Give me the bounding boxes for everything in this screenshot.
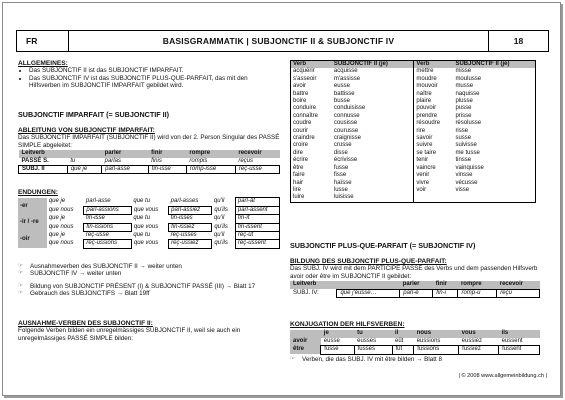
verb-row [291, 91, 536, 98]
table-header: finir [151, 150, 163, 157]
ending-label: -ir / -re [18, 215, 47, 232]
verb-subjonctif: m'assisse [332, 76, 414, 83]
table-cell: que je [67, 166, 101, 174]
verb-infinitive: se taire [416, 149, 437, 156]
ending-cell: reç-usse [85, 232, 109, 239]
ending-cell: que tu [133, 232, 151, 239]
table-header: tu [354, 330, 392, 337]
verb-infinitive: avoir [293, 83, 307, 90]
ending-cell: que je [48, 198, 66, 205]
verb-subjonctif: visse [455, 186, 470, 193]
verb-subjonctif: naquisse [455, 90, 480, 97]
table-header: rompre [460, 281, 482, 288]
table-header: Verb [414, 61, 454, 69]
ending-cell: qu'il [213, 215, 225, 222]
table-cell: parl-asse [102, 166, 149, 174]
table-header: il [392, 330, 414, 337]
ending-cell: que je [48, 232, 66, 239]
endungen-section [18, 189, 280, 249]
allgemeines-bullet: • Das SUBJONCTIF IV ist das SUBJONCTIF PLUS-QUE-PARFAIT, das mit den Hilfsverben im SUBJONCTIF IMPARFAIT gebildet wird. [29, 75, 278, 90]
ableitung-table [18, 150, 280, 174]
ending-cell: reç-ussiez [169, 240, 212, 248]
verb-subjonctif: cousisse [332, 120, 414, 127]
verb-subjonctif [453, 194, 535, 202]
pointer-icon: ☞ [18, 282, 24, 289]
verb-row [291, 120, 536, 127]
table-cell: tu [70, 157, 76, 164]
verb-infinitive: lire [293, 186, 302, 193]
table-cell: fusses [354, 346, 392, 354]
verb-row [291, 83, 536, 90]
page-number: 18 [488, 31, 548, 51]
verb-table [290, 60, 536, 203]
verb-infinitive: dire [293, 149, 304, 156]
table-header: SUBJONCTIF II (je) [453, 61, 535, 69]
verb-row [291, 165, 536, 172]
ending-cell: reç-usses [170, 232, 197, 239]
verb-infinitive: écrire [293, 157, 309, 164]
pointer-icon: ☞ [18, 290, 24, 297]
note-item [18, 270, 280, 277]
table-cell: rompis [189, 157, 208, 164]
table-cell: que j'eusse… [337, 289, 400, 297]
ending-cell: que tu [133, 198, 151, 205]
konjugation-heading: KONJUGATION DER HILFSVERBEN: [290, 321, 405, 328]
table-cell: fusse [321, 346, 354, 354]
table-cell: SUBJ. II [22, 166, 45, 173]
verb-infinitive: résoudre [416, 120, 441, 127]
verb-subjonctif: fisse [332, 172, 414, 179]
table-header: ils [499, 330, 540, 337]
ending-cell: qu'il [213, 232, 225, 239]
ending-cell: que vous [133, 223, 159, 230]
verb-row [291, 150, 536, 157]
verb-subjonctif: pusse [455, 105, 472, 112]
ausnahme-section [18, 320, 280, 342]
ending-cell: fin-issiez [169, 223, 212, 231]
verb-subjonctif: crusse [332, 142, 414, 149]
table-header: Leitverb [293, 281, 317, 288]
table-cell: finis [151, 157, 162, 164]
ending-cell: fin-ît [235, 215, 279, 223]
bildung-section [290, 258, 540, 298]
table-header: parler [402, 281, 420, 288]
ending-cell: qu'il [213, 198, 225, 205]
table-cell: reçus [238, 157, 254, 164]
verb-subjonctif: busse [332, 98, 414, 105]
note-item [18, 283, 280, 290]
verb-infinitive: vaincre [416, 164, 436, 171]
verb-subjonctif: craignisse [332, 135, 414, 142]
table-cell: eussions [416, 337, 441, 344]
verb-infinitive: mettre [416, 68, 434, 75]
table-header: vous [459, 330, 499, 337]
ending-cell: parl-assions [84, 206, 131, 214]
verb-infinitive: suivre [416, 142, 433, 149]
allgemeines-bullet: • Das SUBJONCTIF II ist das SUBJONCTIF IMPARFAIT. [29, 67, 278, 74]
verb-row [291, 68, 536, 75]
verb-row [291, 157, 536, 164]
table-cell: fussions [414, 346, 459, 354]
pointer-icon: ☞ [18, 263, 24, 269]
verb-subjonctif: vécusse [455, 179, 478, 186]
note-item [290, 356, 540, 363]
verb-infinitive: s'asseoir [293, 75, 317, 82]
endungen-table [18, 197, 280, 248]
table-cell: fussiez [459, 346, 499, 354]
verb-infinitive [414, 194, 454, 202]
ending-cell: fin-isses [170, 215, 193, 222]
table-header: parler [104, 150, 122, 157]
ending-cell: que nous [48, 206, 74, 213]
table-cell: eusses [357, 337, 377, 344]
ending-cell: parl-assiez [169, 206, 212, 214]
konjugation-section [290, 321, 540, 363]
ending-cell: parl-ât [235, 198, 279, 206]
verb-infinitive: coudre [293, 120, 312, 127]
verb-subjonctif: plusse [455, 98, 473, 105]
verb-infinitive: croire [293, 142, 309, 149]
note-text: Gebrauch des SUBJONCTIFS → Blatt 19ff [30, 290, 150, 298]
ending-label: -er [18, 198, 47, 215]
table-header: SUBJONCTIF II (je) [332, 61, 414, 69]
bildung-heading: BILDUNG DES SUBJONCTIF PLUS-QUE-PARFAIT: [290, 258, 447, 265]
footer-credit: | © 2008 www.allgemeinbildung.ch | [458, 373, 547, 379]
verb-infinitive: pouvoir [416, 105, 437, 112]
verb-subjonctif: haïsse [332, 180, 414, 187]
verb-infinitive: rire [416, 127, 426, 134]
note-item [18, 290, 280, 297]
verb-subjonctif: moulusse [455, 75, 482, 82]
verb-infinitive: savoir [416, 135, 433, 142]
verb-infinitive: craindre [293, 135, 315, 142]
verb-infinitive: luire [293, 194, 305, 201]
ending-cell: reç-ussent [235, 240, 279, 248]
verb-infinitive: tenir [416, 157, 429, 164]
table-header: rompre [189, 150, 211, 157]
verb-infinitive: faire [293, 172, 305, 179]
table-header: nous [414, 330, 459, 337]
verb-table-section [290, 60, 536, 203]
verb-row [291, 98, 536, 105]
note-text: SUBJONCTIF IV → weiter unten [30, 270, 122, 278]
verb-row [291, 194, 536, 202]
verb-infinitive: conduire [293, 105, 317, 112]
ending-cell: que je [48, 215, 66, 222]
verb-infinitive: mouvoir [416, 83, 438, 90]
bildung-table [290, 281, 540, 298]
table-header [290, 330, 321, 337]
page-header [16, 30, 549, 52]
verb-subjonctif: luisisse [332, 194, 414, 202]
ending-cell: parl-asse [85, 198, 111, 205]
verb-row [291, 113, 536, 120]
table-cell: fin-i [433, 289, 458, 297]
table-cell: eusse [323, 337, 340, 344]
verb-subjonctif: conduisisse [332, 105, 414, 112]
table-cell: fussent [499, 346, 540, 354]
verb-infinitive: courir [293, 127, 309, 134]
verb-subjonctif: écrivisse [332, 157, 414, 164]
konjugation-table [290, 330, 540, 354]
ending-cell: que vous [133, 206, 159, 213]
table-header: finir [435, 281, 448, 288]
table-cell: avoir [290, 338, 321, 346]
verb-subjonctif: tinsse [455, 157, 472, 164]
verb-row [291, 187, 536, 194]
table-cell: eût [395, 337, 404, 344]
verb-row [291, 135, 536, 142]
ausnahme-heading: AUSNAHME-VERBEN DES SUBJONCTIF II: [18, 320, 153, 327]
verb-subjonctif: fusse [332, 165, 414, 172]
verb-subjonctif: vinsse [455, 172, 473, 179]
verb-row [291, 76, 536, 83]
verb-subjonctif: lusse [332, 187, 414, 194]
ableitung-section [18, 127, 280, 174]
table-cell: romp-u [458, 289, 497, 297]
notes-section [18, 263, 280, 298]
ending-cell: qu'ils [214, 206, 228, 213]
verb-subjonctif: risse [455, 127, 469, 134]
verb-infinitive: battre [293, 90, 309, 97]
table-cell: PASSÉ S. [21, 157, 49, 164]
table-cell: reçu [497, 289, 540, 297]
verb-infinitive: acquérir [293, 68, 315, 75]
pointer-icon: ☞ [290, 355, 296, 362]
ending-cell: reç-ussions [84, 240, 131, 248]
language-code: FR [17, 31, 69, 51]
verb-row [291, 180, 536, 187]
ending-cell: parl-assent [235, 206, 279, 214]
ending-label: -oir [18, 232, 47, 249]
ending-cell: que tu [133, 215, 151, 222]
verb-infinitive: être [293, 164, 304, 171]
table-header: Verb [291, 61, 332, 69]
table-cell: parl-é [400, 289, 433, 297]
allgemeines-list [18, 67, 278, 89]
verb-infinitive: prendre [416, 112, 438, 119]
table-cell: romp-isse [186, 166, 235, 174]
ending-cell: fin-issent [235, 223, 279, 231]
verb-subjonctif: eusse [332, 83, 414, 90]
verb-subjonctif: résolusse [455, 120, 482, 127]
table-cell: fût [392, 346, 414, 354]
verb-row [291, 172, 536, 179]
note-item [18, 263, 280, 270]
verb-subjonctif: connusse [332, 113, 414, 120]
table-cell: fin-isse [148, 166, 186, 174]
table-cell: reç-usse [235, 166, 279, 174]
ending-cell: fin-issions [84, 223, 131, 231]
ending-cell: fin-isse [85, 215, 105, 222]
sub2-heading: SUBJONCTIF IMPARFAIT (= SUBJONCTIF II) [18, 110, 170, 119]
verb-subjonctif: musse [455, 83, 474, 90]
left-column [18, 60, 278, 90]
verb-infinitive: hair [293, 179, 304, 186]
note-text: Verben, die das SUBJ. IV mit être bilden → Blatt 8 [302, 355, 443, 363]
ableitung-text: Das SUBJONCTIF IMPARFAIT (SUBJONCTIF II) wird von der 2. Person Singular des PASSÉ SIMPLE abgeleitet: [18, 134, 280, 149]
verb-subjonctif: courusse [332, 128, 414, 135]
verb-subjonctif: prisse [455, 112, 472, 119]
sub2-section [18, 111, 278, 118]
page-title: BASISGRAMMATIK | SUBJONCTIF II & SUBJONCTIF IV [162, 36, 395, 46]
verb-infinitive: voir [416, 186, 427, 193]
verb-subjonctif: vainquisse [455, 164, 484, 171]
table-cell: être [290, 346, 321, 354]
verb-infinitive: venir [416, 172, 430, 179]
verb-subjonctif: suivisse [455, 142, 477, 149]
pointer-icon: ☞ [18, 270, 24, 277]
ending-cell: que nous [48, 223, 74, 230]
ending-cell: qu'ils [214, 223, 228, 230]
ending-cell: parl-asses [170, 198, 199, 205]
table-cell: SUBJ. IV: [293, 289, 319, 296]
verb-subjonctif: me tusse [455, 149, 480, 156]
verb-row [291, 105, 536, 112]
verb-infinitive: naître [416, 90, 432, 97]
ausnahme-text: Folgende Verben bilden ein unregelmässiges SUBJONCTIF II, weil sie auch ein unregelmässiges PASSÉ SIMPLE bilden: [18, 327, 241, 342]
table-header: recevoir [499, 281, 524, 288]
verb-subjonctif: susse [455, 135, 472, 142]
verb-subjonctif: misse [455, 68, 472, 75]
sub4-heading: SUBJONCTIF PLUS-QUE-PARFAIT (= SUBJONCTIF IV) [290, 241, 476, 250]
verb-infinitive: plaire [416, 98, 432, 105]
allgemeines-heading: ALLGEMEINES: [18, 60, 68, 67]
endungen-heading: ENDUNGEN: [18, 189, 58, 196]
verb-infinitive: boire [293, 98, 307, 105]
table-header: je [321, 330, 354, 337]
table-header: Leitverb [21, 150, 45, 157]
verb-infinitive: moudre [416, 75, 437, 82]
note-text: Bildung von SUBJONCTIF PRÉSENT (I) & SUBJONCTIF PASSÉ (III) → Blatt 17 [30, 282, 256, 290]
sub4-section [290, 242, 540, 249]
ending-cell: que nous [48, 240, 74, 247]
bildung-text: Das SUBJ. IV wird mit dem PARTICIPE PASSÉ des Verbs und dem passenden Hilfsverb avoir oder être im SUBJONCTIF II gebildet: [290, 265, 538, 280]
table-cell: eussent [501, 337, 523, 344]
verb-row [291, 142, 536, 149]
ending-cell: reç-ût [235, 232, 279, 240]
verb-subjonctif: acquisse [332, 68, 414, 75]
verb-subjonctif: disse [332, 150, 414, 157]
ending-cell: que vous [133, 240, 159, 247]
table-header: recevoir [238, 150, 262, 157]
table-cell: eussiez [461, 337, 483, 344]
note-text: Ausnahmeverben des SUBJONCTIF II → weiter unten [30, 263, 182, 270]
verb-infinitive: vivre [416, 179, 430, 186]
ending-cell: qu'ils [214, 240, 228, 247]
table-cell: parlas [104, 157, 121, 164]
ableitung-heading: ABLEITUNG VON SUBJONCTIF IMPARFAIT: [18, 127, 155, 134]
verb-infinitive: connaître [293, 112, 319, 119]
verb-row [291, 128, 536, 135]
verb-subjonctif: battisse [332, 91, 414, 98]
